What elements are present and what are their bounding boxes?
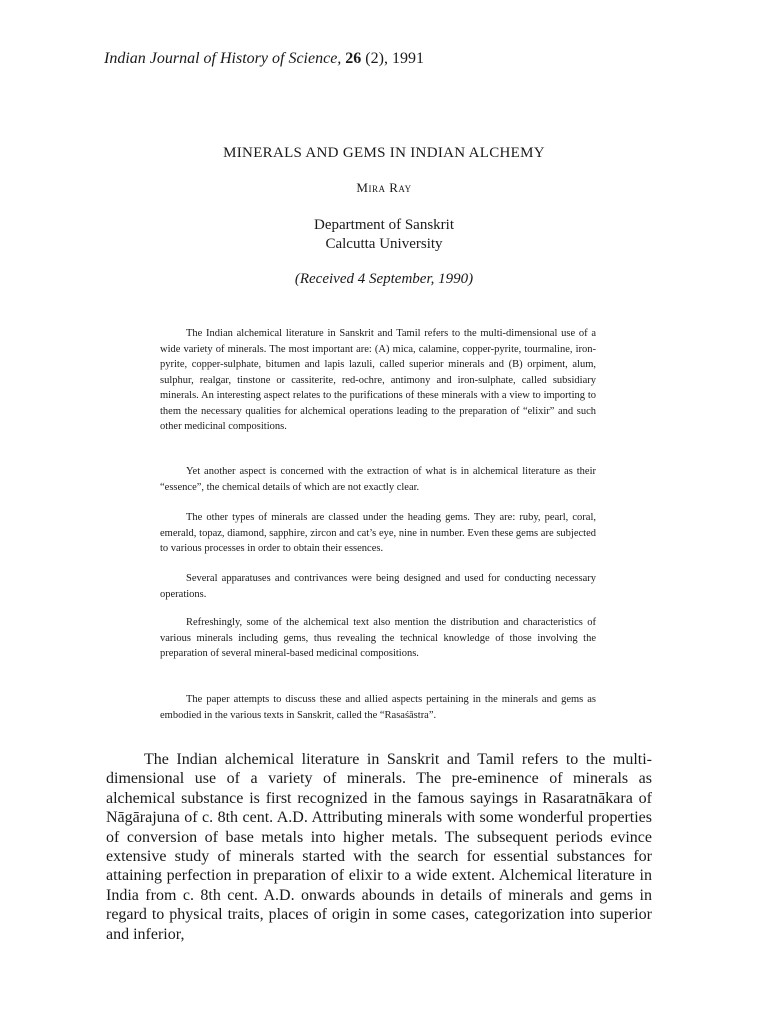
affiliation-university: Calcutta University [325, 236, 443, 252]
journal-name: Indian Journal of History of Science, [104, 50, 342, 67]
abstract-paragraph-3: The other types of minerals are classed under the heading gems. They are: ruby, pearl, coral, emerald, topaz, diamond, sapphire, zircon and cat’s eye, nine in number. Even these gems are subjected to various processes in order to obtain their essences. [160, 512, 596, 554]
journal-volume: 26 [345, 50, 362, 67]
author-affiliation [0, 216, 768, 254]
body-paragraph-1: The Indian alchemical literature in Sanskrit and Tamil refers to the multi-dimensional use of a variety of minerals. The pre-eminence of minerals as alchemical substance is first recognized in the famous sayings in Rasaratnākara of Nāgārajuna of c. 8th cent. A.D. Attributing minerals with some wonderful properties of conversion of base metals into higher metals. The subsequent periods evince extensive study of minerals started with the search for essential substances for attaining perfection in preparation of elixir to a wide extent. Alchemical literature in India from c. 8th cent. A.D. onwards abounds in details of minerals and gems in regard to physical traits, places of origin in some cases, categorization into superior and inferior, [106, 751, 652, 943]
abstract-paragraph-1: The Indian alchemical literature in Sanskrit and Tamil refers to the multi-dimensional use of a wide variety of minerals. The most important are: (A) mica, calamine, copper-pyrite, tourmaline, iron-pyrite, copper-sulphate, bitumen and lapis lazuli, called superior minerals and (B) orpiment, alum, sulphur, realgar, tinstone or cassiterite, red-ochre, antimony and iron-sulphate, called subsidiary minerals. An interesting aspect relates to the purifications of these minerals with a view to importing to them the necessary qualities for alchemical operations leading to the preparation of “elixir” and such other medicinal compositions. [160, 328, 596, 432]
affiliation-department: Department of Sanskrit [314, 217, 454, 233]
abstract-paragraph-2: Yet another aspect is concerned with the extraction of what is in alchemical literature as their “essence”, the chemical details of which are not exactly clear. [160, 466, 596, 493]
received-date: (Received 4 September, 1990) [294, 271, 474, 287]
abstract-paragraph-4: Several apparatuses and contrivances were being designed and used for conducting necessary operations. [160, 573, 596, 600]
abstract-paragraph-5: Refreshingly, some of the alchemical text also mention the distribution and characteristics of various minerals including gems, thus revealing the technical knowledge of those involving the preparation of several mineral-based medicinal compositions. [160, 617, 596, 659]
article-author: Mira Ray [356, 180, 412, 195]
journal-citation [104, 50, 424, 68]
abstract-paragraph-6: The paper attempts to discuss these and allied aspects pertaining in the minerals and gems as embodied in the various texts in Sanskrit, called the “Rasaśāstra”. [160, 694, 596, 721]
journal-issue-year: (2), 1991 [365, 50, 424, 67]
article-title: MINERALS AND GEMS IN INDIAN ALCHEMY [223, 145, 545, 161]
